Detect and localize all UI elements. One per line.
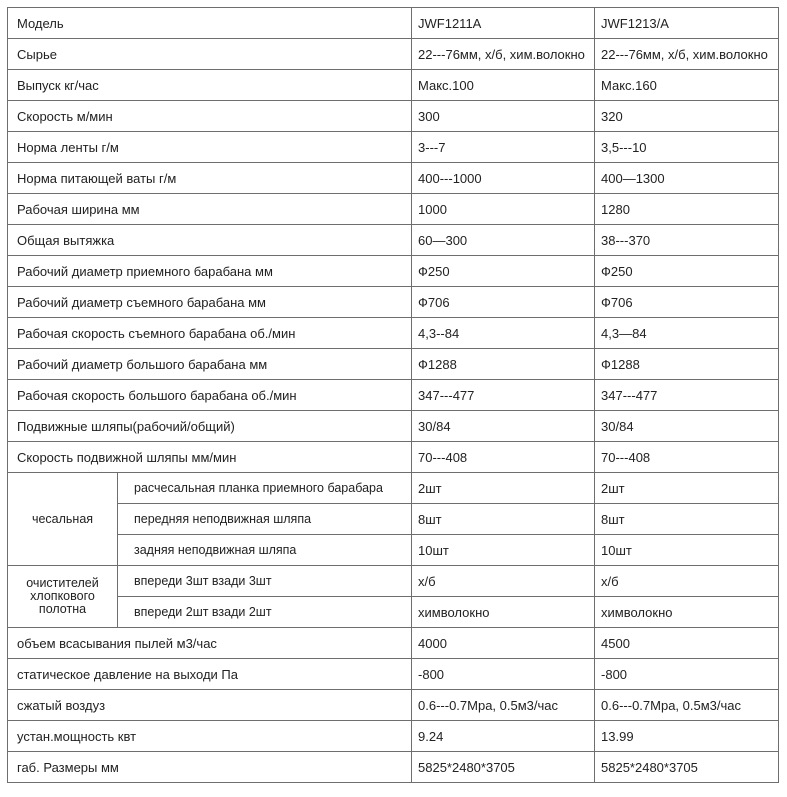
row-value-a: 0.6---0.7Mpa, 0.5м3/час xyxy=(412,690,595,721)
table-row xyxy=(8,442,779,473)
row-value-a: 400---1000 xyxy=(412,163,595,194)
group-label: чесальная xyxy=(8,473,118,566)
row-value-a: 3---7 xyxy=(412,132,595,163)
row-value-b: 70---408 xyxy=(595,442,779,473)
row-value-b: 1280 xyxy=(595,194,779,225)
row-value-b: 347---477 xyxy=(595,380,779,411)
table-row xyxy=(8,473,779,504)
row-value-b: 0.6---0.7Mpa, 0.5м3/час xyxy=(595,690,779,721)
row-value-a: 10шт xyxy=(412,535,595,566)
table-row xyxy=(8,287,779,318)
row-value-b: Ф1288 xyxy=(595,349,779,380)
table-row xyxy=(8,659,779,690)
row-label: Рабочая скорость съемного барабана об./мин xyxy=(8,318,412,349)
row-value-a: 70---408 xyxy=(412,442,595,473)
table-header-row xyxy=(8,8,779,39)
row-value-a: 60—300 xyxy=(412,225,595,256)
row-value-b: Ф250 xyxy=(595,256,779,287)
row-value-a: 1000 xyxy=(412,194,595,225)
row-sublabel: впереди 2шт взади 2шт xyxy=(118,597,412,628)
row-value-b: 30/84 xyxy=(595,411,779,442)
row-label: Норма ленты г/м xyxy=(8,132,412,163)
table-row xyxy=(8,628,779,659)
row-label: Рабочая ширина мм xyxy=(8,194,412,225)
row-value-a: химволокно xyxy=(412,597,595,628)
table-row xyxy=(8,225,779,256)
row-value-b: 3,5---10 xyxy=(595,132,779,163)
row-value-a: 4000 xyxy=(412,628,595,659)
row-sublabel: впереди 3шт взади 3шт xyxy=(118,566,412,597)
header-model-a: JWF1211A xyxy=(412,8,595,39)
row-label: Рабочий диаметр съемного барабана мм xyxy=(8,287,412,318)
header-model-b: JWF1213/A xyxy=(595,8,779,39)
table-row xyxy=(8,721,779,752)
table-row xyxy=(8,380,779,411)
row-value-b: 13.99 xyxy=(595,721,779,752)
spec-table xyxy=(7,7,779,783)
table-row xyxy=(8,411,779,442)
row-value-b: -800 xyxy=(595,659,779,690)
row-sublabel: расчесальная планка приемного барабара xyxy=(118,473,412,504)
row-value-b: 5825*2480*3705 xyxy=(595,752,779,783)
table-row xyxy=(8,70,779,101)
table-row xyxy=(8,690,779,721)
table-row xyxy=(8,256,779,287)
row-value-a: х/б xyxy=(412,566,595,597)
row-value-a: Ф250 xyxy=(412,256,595,287)
row-value-a: -800 xyxy=(412,659,595,690)
row-value-b: х/б xyxy=(595,566,779,597)
row-label: объем всасывания пылей м3/час xyxy=(8,628,412,659)
row-value-b: 38---370 xyxy=(595,225,779,256)
table-row xyxy=(8,39,779,70)
row-value-a: 347---477 xyxy=(412,380,595,411)
table-row xyxy=(8,752,779,783)
row-value-a: 22---76мм, х/б, хим.волокно xyxy=(412,39,595,70)
table-row xyxy=(8,194,779,225)
row-value-b: 4500 xyxy=(595,628,779,659)
row-label: Рабочий диаметр приемного барабана мм xyxy=(8,256,412,287)
table-row xyxy=(8,597,779,628)
row-value-a: 5825*2480*3705 xyxy=(412,752,595,783)
row-value-b: Макс.160 xyxy=(595,70,779,101)
row-label: Рабочая скорость большого барабана об./мин xyxy=(8,380,412,411)
spec-table-body xyxy=(8,8,779,783)
table-row xyxy=(8,163,779,194)
row-label: Скорость подвижной шляпы мм/мин xyxy=(8,442,412,473)
row-value-a: 2шт xyxy=(412,473,595,504)
row-value-a: 9.24 xyxy=(412,721,595,752)
row-label: габ. Размеры мм xyxy=(8,752,412,783)
row-value-b: 8шт xyxy=(595,504,779,535)
row-value-a: 4,3--84 xyxy=(412,318,595,349)
row-label: Выпуск кг/час xyxy=(8,70,412,101)
row-label: Норма питающей ваты г/м xyxy=(8,163,412,194)
table-row xyxy=(8,132,779,163)
row-label: сжатый воздуз xyxy=(8,690,412,721)
row-value-b: Ф706 xyxy=(595,287,779,318)
table-row xyxy=(8,101,779,132)
row-value-a: Ф1288 xyxy=(412,349,595,380)
row-sublabel: задняя неподвижная шляпа xyxy=(118,535,412,566)
row-label: статическое давление на выходи Па xyxy=(8,659,412,690)
row-value-b: 2шт xyxy=(595,473,779,504)
header-label: Модель xyxy=(8,8,412,39)
row-value-a: Макс.100 xyxy=(412,70,595,101)
row-label: устан.мощность квт xyxy=(8,721,412,752)
row-value-a: 8шт xyxy=(412,504,595,535)
row-value-a: Ф706 xyxy=(412,287,595,318)
table-row xyxy=(8,504,779,535)
table-row xyxy=(8,349,779,380)
row-label: Подвижные шляпы(рабочий/общий) xyxy=(8,411,412,442)
row-value-b: 320 xyxy=(595,101,779,132)
table-row xyxy=(8,566,779,597)
row-value-b: 22---76мм, х/б, хим.волокно xyxy=(595,39,779,70)
row-label: Общая вытяжка xyxy=(8,225,412,256)
group-label: очистителей хлопкового полотна xyxy=(8,566,118,628)
row-value-b: 10шт xyxy=(595,535,779,566)
row-sublabel: передняя неподвижная шляпа xyxy=(118,504,412,535)
row-value-b: 4,3—84 xyxy=(595,318,779,349)
table-row xyxy=(8,318,779,349)
row-value-b: химволокно xyxy=(595,597,779,628)
row-value-a: 30/84 xyxy=(412,411,595,442)
row-label: Сырье xyxy=(8,39,412,70)
table-row xyxy=(8,535,779,566)
row-label: Скорость м/мин xyxy=(8,101,412,132)
row-value-a: 300 xyxy=(412,101,595,132)
row-value-b: 400—1300 xyxy=(595,163,779,194)
row-label: Рабочий диаметр большого барабана мм xyxy=(8,349,412,380)
